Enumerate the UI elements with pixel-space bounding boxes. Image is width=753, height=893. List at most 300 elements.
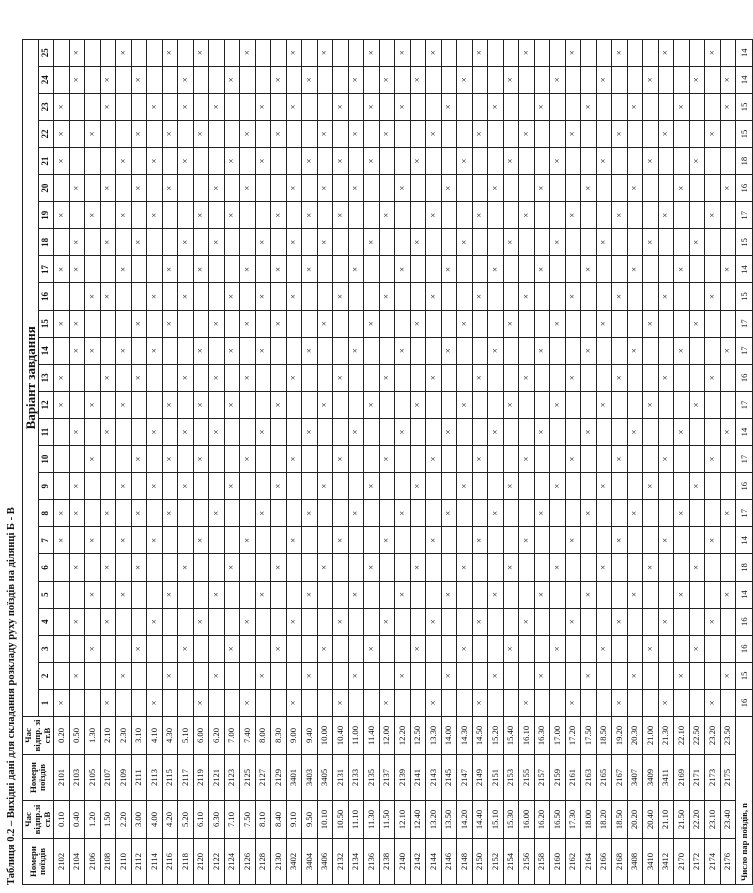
variant-cell-empty [658,310,674,337]
variant-mark: × [395,418,411,445]
variant-mark: × [364,39,380,66]
variant-cell-empty [550,446,566,473]
variant-cell-empty [410,283,426,310]
variant-mark: × [550,66,566,93]
variant-cell-empty [674,283,690,310]
variant-cell-empty [178,337,194,364]
variant-cell-empty [534,554,550,581]
variant-cell-empty [596,608,612,635]
variant-number-6: 6 [38,554,54,581]
variant-mark: × [658,202,674,229]
variant-mark: × [519,283,535,310]
variant-cell-empty [534,148,550,175]
variant-cell-empty [689,202,705,229]
variant-mark: × [178,418,194,445]
variant-mark: × [596,148,612,175]
variant-mark: × [457,66,473,93]
variant-cell-empty [534,391,550,418]
table-row [627,39,643,884]
variant-cell-empty [317,66,333,93]
variant-cell-empty [674,202,690,229]
variant-cell-empty [395,310,411,337]
variant-cell-empty [255,256,271,283]
departure-time-cell: 15.10 [488,801,504,839]
table-row [69,39,85,884]
variant-cell-empty [69,364,85,391]
variant-mark: × [503,554,519,581]
variant-cell-empty [596,202,612,229]
variant-number-24: 24 [38,66,54,93]
departure-time-cell: 6.10 [193,801,209,839]
train-number-even-cell: 2101 [54,755,70,801]
variant-cell-empty [193,473,209,500]
variant-cell-empty [193,500,209,527]
variant-number-17: 17 [38,256,54,283]
variant-cell-empty [674,364,690,391]
variant-cell-empty [565,66,581,93]
variant-mark: × [457,391,473,418]
variant-cell-empty [441,120,457,147]
variant-cell-empty [596,39,612,66]
header-row-1 [23,39,39,884]
variant-mark: × [627,256,643,283]
variant-mark: × [131,310,147,337]
variant-cell-empty [643,500,659,527]
variant-cell-empty [69,527,85,554]
variant-mark: × [441,418,457,445]
variant-mark: × [85,527,101,554]
variant-mark: × [627,581,643,608]
table-row [131,39,147,884]
variant-cell-empty [410,120,426,147]
variant-cell-empty [472,148,488,175]
variant-mark: × [410,229,426,256]
variant-cell-empty [131,527,147,554]
variant-mark: × [271,120,287,147]
table-row [162,39,178,884]
variant-cell-empty [271,581,287,608]
variant-cell-empty [379,310,395,337]
variant-cell-empty [364,608,380,635]
train-number-even-cell: 2125 [240,755,256,801]
variant-mark: × [689,554,705,581]
train-number-odd-cell: 2114 [147,839,163,885]
variant-cell-empty [441,446,457,473]
variant-cell-empty [116,446,132,473]
variant-cell-empty [550,527,566,554]
variant-cell-empty [348,202,364,229]
variant-mark: × [131,554,147,581]
variant-mark: × [658,364,674,391]
variant-cell-empty [193,418,209,445]
variant-cell-empty [348,473,364,500]
variant-cell-empty [565,662,581,689]
variant-cell-empty [271,229,287,256]
variant-cell-empty [627,391,643,418]
variant-number-14: 14 [38,337,54,364]
variant-cell-empty [441,391,457,418]
train-number-odd-cell: 2146 [441,839,457,885]
departure-time-cell: 22.10 [674,717,690,755]
variant-mark: × [472,608,488,635]
total-value: 15 [736,93,753,120]
variant-mark: × [426,202,442,229]
variant-mark: × [379,689,395,716]
variant-cell-empty [581,446,597,473]
variant-cell-empty [224,662,240,689]
table-row [85,39,101,884]
variant-cell-empty [302,39,318,66]
train-number-odd-cell: 3402 [286,839,302,885]
variant-cell-empty [240,66,256,93]
variant-cell-empty [503,500,519,527]
variant-mark: × [488,175,504,202]
train-number-odd-cell: 2158 [534,839,550,885]
train-number-even-cell: 2111 [131,755,147,801]
departure-time-cell: 1.20 [85,801,101,839]
variant-cell-empty [410,608,426,635]
variant-mark: × [333,446,349,473]
variant-cell-empty [689,418,705,445]
variant-cell-empty [69,635,85,662]
variant-cell-empty [131,93,147,120]
total-value: 16 [736,608,753,635]
variant-mark: × [519,689,535,716]
variant-mark: × [131,635,147,662]
variant-cell-empty [426,635,442,662]
variant-mark: × [147,202,163,229]
variant-cell-empty [379,148,395,175]
train-number-odd-cell: 2136 [364,839,380,885]
col-train-numbers-1: Номери поїздів [23,839,54,885]
variant-cell-empty [333,229,349,256]
variant-cell-empty [379,581,395,608]
variant-mark: × [658,120,674,147]
variant-cell-empty [658,337,674,364]
train-number-even-cell: 3407 [627,755,643,801]
variant-cell-empty [581,473,597,500]
variant-cell-empty [689,175,705,202]
train-number-even-cell: 2153 [503,755,519,801]
variant-cell-empty [302,283,318,310]
variant-mark: × [209,364,225,391]
variant-cell-empty [85,256,101,283]
train-number-even-cell: 2157 [534,755,550,801]
train-number-odd-cell: 2142 [410,839,426,885]
variant-mark: × [581,581,597,608]
variant-mark: × [658,608,674,635]
train-number-even-cell: 2109 [116,755,132,801]
variant-cell-empty [333,66,349,93]
variant-mark: × [720,175,736,202]
variant-cell-empty [720,635,736,662]
variant-cell-empty [302,310,318,337]
variant-cell-empty [395,391,411,418]
variant-cell-empty [457,689,473,716]
variant-cell-empty [286,337,302,364]
variant-cell-empty [674,310,690,337]
variant-cell-empty [627,283,643,310]
variant-cell-empty [302,473,318,500]
variant-cell-empty [178,310,194,337]
variant-cell-empty [565,175,581,202]
variant-mark: × [519,39,535,66]
variant-cell-empty [286,148,302,175]
variant-mark: × [178,66,194,93]
variant-cell-empty [627,310,643,337]
variant-cell-empty [581,148,597,175]
variant-mark: × [85,283,101,310]
variant-cell-empty [286,120,302,147]
variant-mark: × [550,391,566,418]
variant-mark: × [286,608,302,635]
variant-mark: × [54,364,70,391]
variant-cell-empty [457,364,473,391]
variant-cell-empty [271,337,287,364]
variant-cell-empty [209,39,225,66]
variant-cell-empty [658,581,674,608]
train-number-even-cell: 2123 [224,755,240,801]
total-value: 17 [736,202,753,229]
variant-cell-empty [472,473,488,500]
variant-mark: × [488,337,504,364]
variant-cell-empty [131,608,147,635]
variant-mark: × [209,581,225,608]
variant-mark: × [426,364,442,391]
variant-cell-empty [271,689,287,716]
departure-time-cell: 2.10 [100,717,116,755]
variant-mark: × [705,120,721,147]
variant-cell-empty [224,175,240,202]
variant-mark: × [565,608,581,635]
variant-cell-empty [209,527,225,554]
variant-cell-empty [612,581,628,608]
departure-time-cell: 10.00 [317,717,333,755]
departure-time-cell: 8.00 [255,717,271,755]
variant-cell-empty [240,635,256,662]
variant-mark: × [100,175,116,202]
variant-mark: × [54,202,70,229]
variant-mark: × [317,39,333,66]
variant-cell-empty [364,364,380,391]
variant-cell-empty [534,608,550,635]
variant-mark: × [612,364,628,391]
variant-cell-empty [348,93,364,120]
departure-time-cell: 10.50 [333,801,349,839]
variant-mark: × [147,527,163,554]
train-number-even-cell: 2113 [147,755,163,801]
variant-mark: × [565,689,581,716]
variant-mark: × [193,39,209,66]
variant-mark: × [488,500,504,527]
variant-cell-empty [426,148,442,175]
variant-mark: × [643,229,659,256]
train-number-even-cell: 2145 [441,755,457,801]
variant-mark: × [658,689,674,716]
variant-cell-empty [54,581,70,608]
variant-mark: × [85,635,101,662]
variant-cell-empty [596,283,612,310]
variant-mark: × [348,418,364,445]
variant-mark: × [472,364,488,391]
table-row [519,39,535,884]
variant-cell-empty [503,662,519,689]
variant-cell-empty [271,446,287,473]
departure-time-cell: 3.00 [131,801,147,839]
variant-mark: × [131,500,147,527]
variant-cell-empty [519,175,535,202]
variant-mark: × [395,662,411,689]
variant-cell-empty [209,256,225,283]
variant-cell-empty [550,337,566,364]
departure-time-cell: 21.50 [674,801,690,839]
variant-mark: × [643,635,659,662]
departure-time-cell: 11.10 [348,801,364,839]
variant-cell-empty [550,364,566,391]
variant-cell-empty [69,120,85,147]
variant-mark: × [178,148,194,175]
variant-mark: × [627,500,643,527]
variant-mark: × [488,581,504,608]
variant-cell-empty [85,229,101,256]
variant-cell-empty [131,202,147,229]
variant-cell-empty [224,581,240,608]
train-number-odd-cell: 2126 [240,839,256,885]
variant-cell-empty [658,66,674,93]
variant-cell-empty [643,527,659,554]
train-number-even-cell: 2175 [720,755,736,801]
departure-time-cell: 22.50 [689,717,705,755]
variant-cell-empty [503,202,519,229]
train-number-even-cell: 2171 [689,755,705,801]
variant-cell-empty [147,364,163,391]
variant-cell-empty [178,689,194,716]
variant-mark: × [178,93,194,120]
variant-mark: × [286,446,302,473]
variant-cell-empty [550,608,566,635]
variant-cell-empty [54,635,70,662]
variant-mark: × [178,229,194,256]
variant-mark: × [255,93,271,120]
variant-mark: × [317,391,333,418]
variant-cell-empty [131,337,147,364]
variant-cell-empty [302,93,318,120]
variant-cell-empty [519,554,535,581]
variant-mark: × [85,581,101,608]
variant-cell-empty [255,635,271,662]
variant-mark: × [69,310,85,337]
train-number-odd-cell: 2134 [348,839,364,885]
variant-cell-empty [534,473,550,500]
variant-mark: × [705,608,721,635]
variant-mark: × [534,662,550,689]
variant-cell-empty [193,93,209,120]
variant-cell-empty [162,93,178,120]
variant-mark: × [209,662,225,689]
variant-cell-empty [116,418,132,445]
variant-cell-empty [720,608,736,635]
variant-cell-empty [689,662,705,689]
variant-cell-empty [550,418,566,445]
variant-cell-empty [100,446,116,473]
variant-cell-empty [441,554,457,581]
variant-cell-empty [689,39,705,66]
variant-cell-empty [658,256,674,283]
variant-cell-empty [69,446,85,473]
variant-mark: × [69,554,85,581]
variant-cell-empty [410,500,426,527]
variant-cell-empty [395,473,411,500]
variant-cell-empty [441,608,457,635]
variant-cell-empty [131,391,147,418]
table-row [596,39,612,884]
variant-mark: × [519,120,535,147]
variant-cell-empty [612,662,628,689]
variant-cell-empty [255,39,271,66]
variant-cell-empty [178,608,194,635]
departure-time-cell: 11.00 [348,717,364,755]
variant-cell-empty [302,527,318,554]
variant-mark: × [550,635,566,662]
variant-mark: × [457,229,473,256]
variant-cell-empty [674,527,690,554]
variant-cell-empty [364,689,380,716]
variant-cell-empty [224,39,240,66]
variant-cell-empty [643,608,659,635]
table-row [395,39,411,884]
variant-cell-empty [271,500,287,527]
variant-cell-empty [720,364,736,391]
variant-cell-empty [193,175,209,202]
table-row [658,39,674,884]
variant-cell-empty [333,175,349,202]
variant-mark: × [426,283,442,310]
variant-cell-empty [441,364,457,391]
train-number-even-cell: 3409 [643,755,659,801]
variant-cell-empty [581,283,597,310]
variant-mark: × [348,256,364,283]
variant-number-12: 12 [38,391,54,418]
variant-cell-empty [317,202,333,229]
departure-time-cell: 13.30 [426,717,442,755]
variant-cell-empty [255,120,271,147]
variant-cell-empty [348,148,364,175]
variant-number-20: 20 [38,175,54,202]
variant-cell-empty [240,662,256,689]
variant-mark: × [472,446,488,473]
variant-cell-empty [596,446,612,473]
variant-mark: × [364,554,380,581]
variant-cell-empty [348,310,364,337]
variant-cell-empty [457,283,473,310]
variant-mark: × [705,283,721,310]
departure-time-cell: 23.40 [720,801,736,839]
variant-cell-empty [147,581,163,608]
variant-cell-empty [519,418,535,445]
departure-time-cell: 0.40 [69,801,85,839]
variant-mark: × [255,148,271,175]
variant-cell-empty [426,500,442,527]
variant-mark: × [193,446,209,473]
variant-cell-empty [689,446,705,473]
departure-time-cell: 14.40 [472,801,488,839]
variant-mark: × [379,120,395,147]
variant-cell-empty [364,120,380,147]
train-number-odd-cell: 2150 [472,839,488,885]
variant-cell-empty [472,337,488,364]
train-number-even-cell: 3403 [302,755,318,801]
departure-time-cell: 2.20 [116,801,132,839]
